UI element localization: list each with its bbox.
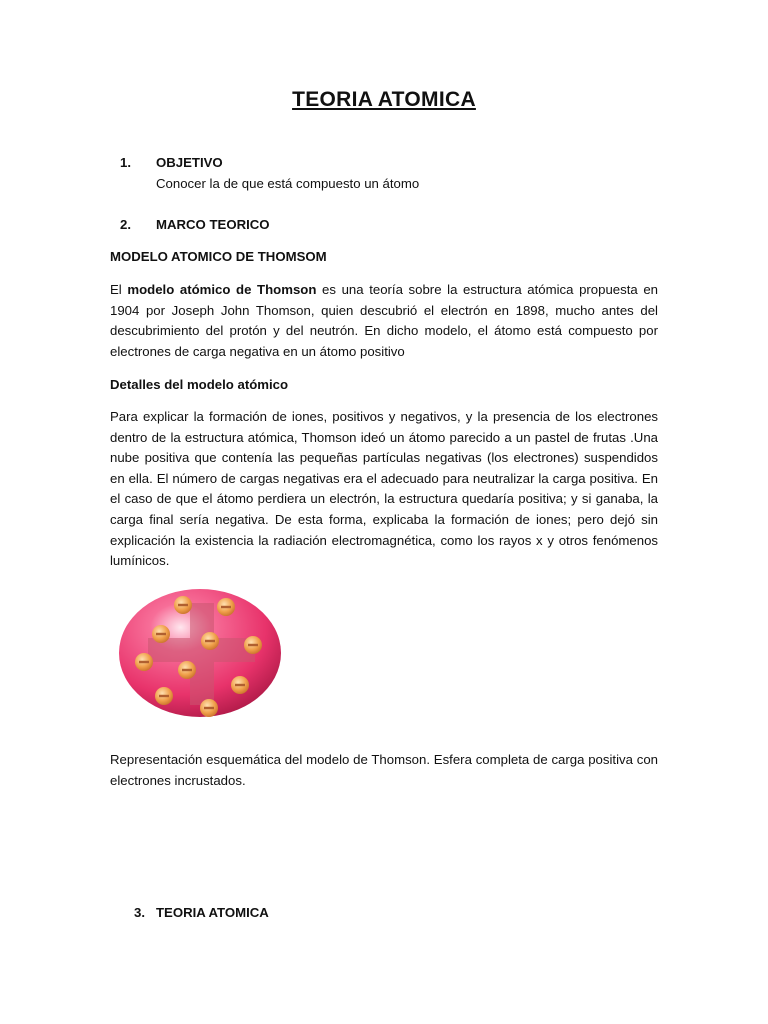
paragraph-details: Para explicar la formación de iones, positivos y negativos, y la presencia de los electrones dentro de la estructura atómica, Thomson ideó un átomo parecido a un pastel de frutas .Una nube positiva que contenía las pequeñas partículas negativas (los electrones) suspendidos en ella. El número de cargas negativas era el adecuado para neutralizar la carga positiva. En el caso de que el átomo perdiera un electrón, la estructura quedaría positiva; y si ganaba, la carga final sería negativa. De esta forma, explicaba la formación de iones; pero dejó sin explicación la existencia la radiación electromagnética, como los rayos x y otros fenómenos lumínicos. (110, 409, 658, 569)
electron (135, 653, 153, 671)
electron (178, 661, 196, 679)
figure-caption: Representación esquemática del modelo de Thomson. Esfera completa de carga positiva con electrones incrustados. (110, 752, 658, 788)
electron (244, 636, 262, 654)
section-number: 1. (120, 155, 131, 170)
section-2-heading (120, 217, 270, 232)
intro-bold-term: modelo atómico de Thomson (127, 282, 317, 297)
paragraph-intro (110, 280, 658, 362)
thomson-atom-figure (110, 585, 295, 720)
section-1-heading (120, 155, 223, 170)
section-number: 3. (134, 905, 145, 920)
section-3-heading (134, 905, 269, 920)
section-number: 2. (120, 217, 131, 232)
page-title: TEORIA ATOMICA (292, 88, 476, 111)
section-label: OBJETIVO (156, 155, 223, 170)
intro-lead: El (110, 282, 128, 297)
electron (217, 598, 235, 616)
details-heading: Detalles del modelo atómico (110, 377, 289, 392)
electron (174, 596, 192, 614)
intro-rest: es una teoría sobre la estructura atómica propuesta en 1904 por Joseph John Thomson, quien descubrió el electrón en 1898, mucho antes del descubrimiento del protón y del neutrón. En dicho modelo, el átomo está compuesto por electrones de carga negativa en un átomo positivo (110, 282, 659, 359)
objective-text: Conocer la de que está compuesto un átomo (156, 176, 420, 191)
electron (201, 632, 219, 650)
model-heading: MODELO ATOMICO DE THOMSOM (110, 249, 327, 264)
electron (200, 699, 218, 717)
electron (155, 687, 173, 705)
section-label: TEORIA ATOMICA (156, 905, 269, 920)
section-label: MARCO TEORICO (156, 217, 270, 232)
electron (152, 625, 170, 643)
electron (231, 676, 249, 694)
